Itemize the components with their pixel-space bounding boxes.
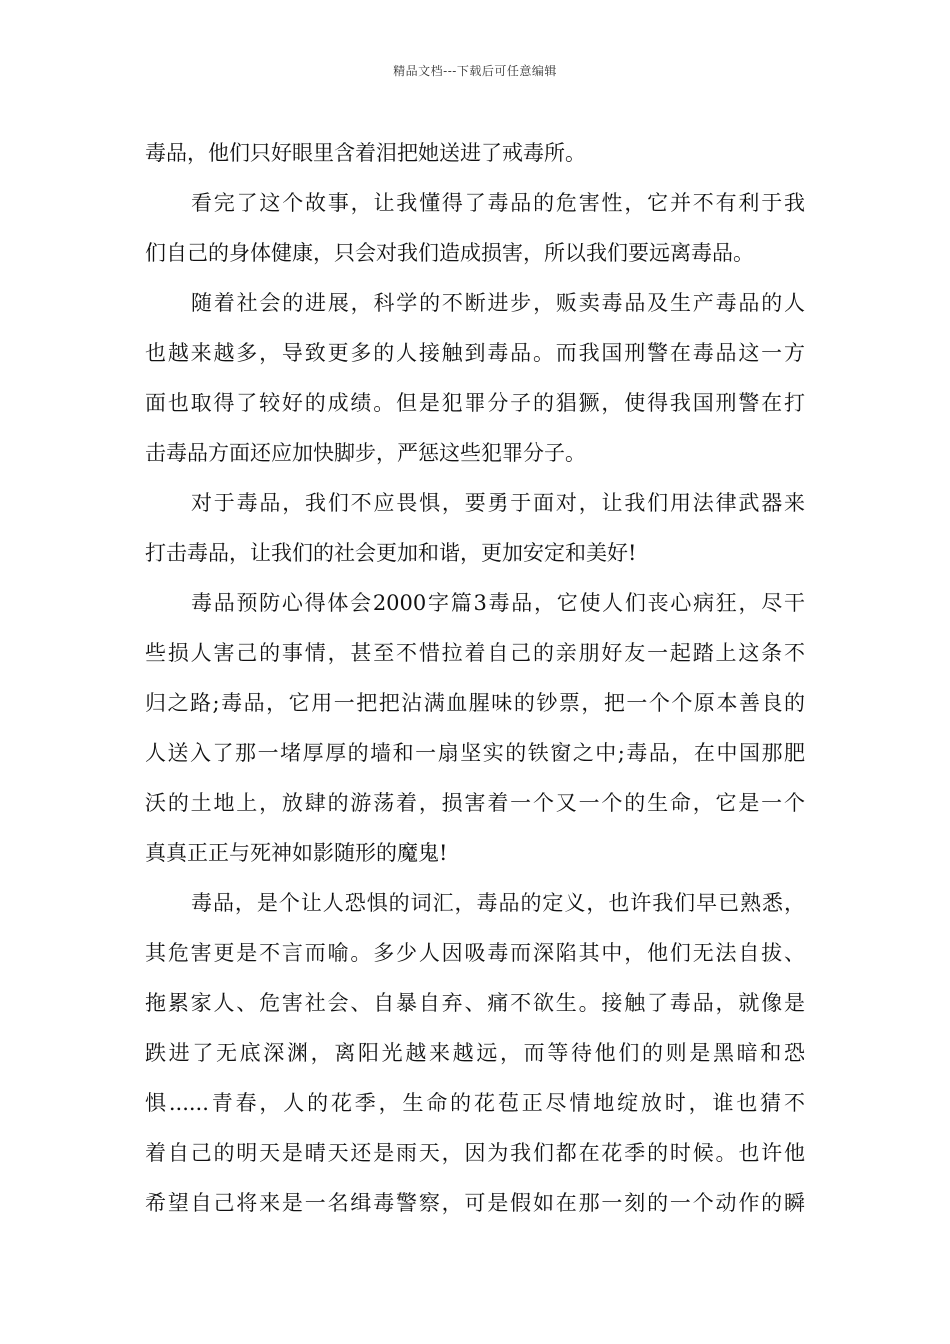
paragraph-start-line: 毒品预防心得体会2000字篇3毒品，它使人们丧心病狂，尽干 bbox=[191, 591, 805, 615]
document-body bbox=[145, 128, 805, 1228]
text-line: 沃的土地上，放肆的游荡着，损害着一个又一个的生命，它是一个 bbox=[145, 791, 805, 815]
text-line: 打击毒品，让我们的社会更加和谐，更加安定和美好! bbox=[145, 541, 637, 565]
text-line: 也越来越多，导致更多的人接触到毒品。而我国刑警在毒品这一方 bbox=[145, 341, 805, 365]
text-line: 人送入了那一堵厚厚的墙和一扇坚实的铁窗之中;毒品，在中国那肥 bbox=[145, 741, 805, 765]
text-line: 毒品，他们只好眼里含着泪把她送进了戒毒所。 bbox=[145, 141, 586, 165]
paragraph-start-line: 看完了这个故事，让我懂得了毒品的危害性，它并不有利于我 bbox=[191, 191, 805, 215]
text-line: 拖累家人、危害社会、自暴自弃、痛不欲生。接触了毒品，就像是 bbox=[145, 991, 805, 1015]
text-line: 其危害更是不言而喻。多少人因吸毒而深陷其中，他们无法自拔、 bbox=[145, 941, 805, 965]
text-line: 些损人害己的事情，甚至不惜拉着自己的亲朋好友一起踏上这条不 bbox=[145, 641, 805, 665]
text-line: 归之路;毒品，它用一把把沾满血腥味的钞票，把一个个原本善良的 bbox=[145, 691, 805, 715]
text-line: 惧......青春，人的花季，生命的花苞正尽情地绽放时，谁也猜不 bbox=[145, 1091, 805, 1115]
paragraph-start-line: 对于毒品，我们不应畏惧，要勇于面对，让我们用法律武器来 bbox=[191, 491, 805, 515]
text-line: 真真正正与死神如影随形的魔鬼! bbox=[145, 841, 448, 865]
paragraph-start-line: 随着社会的进展，科学的不断进步，贩卖毒品及生产毒品的人 bbox=[191, 291, 805, 315]
text-line: 面也取得了较好的成绩。但是犯罪分子的猖獗，使得我国刑警在打 bbox=[145, 391, 805, 415]
page-header: 精品文档---下载后可任意编辑 bbox=[393, 64, 557, 78]
paragraph-start-line: 毒品，是个让人恐惧的词汇，毒品的定义，也许我们早已熟悉， bbox=[191, 891, 805, 915]
text-line: 跌进了无底深渊，离阳光越来越远，而等待他们的则是黑暗和恐 bbox=[145, 1041, 805, 1065]
text-line: 着自己的明天是晴天还是雨天，因为我们都在花季的时候。也许他 bbox=[145, 1141, 805, 1165]
text-line: 希望自己将来是一名缉毒警察，可是假如在那一刻的一个动作的瞬 bbox=[145, 1191, 805, 1215]
text-line: 击毒品方面还应加快脚步，严惩这些犯罪分子。 bbox=[145, 441, 586, 465]
text-line: 们自己的身体健康，只会对我们造成损害，所以我们要远离毒品。 bbox=[145, 241, 754, 265]
